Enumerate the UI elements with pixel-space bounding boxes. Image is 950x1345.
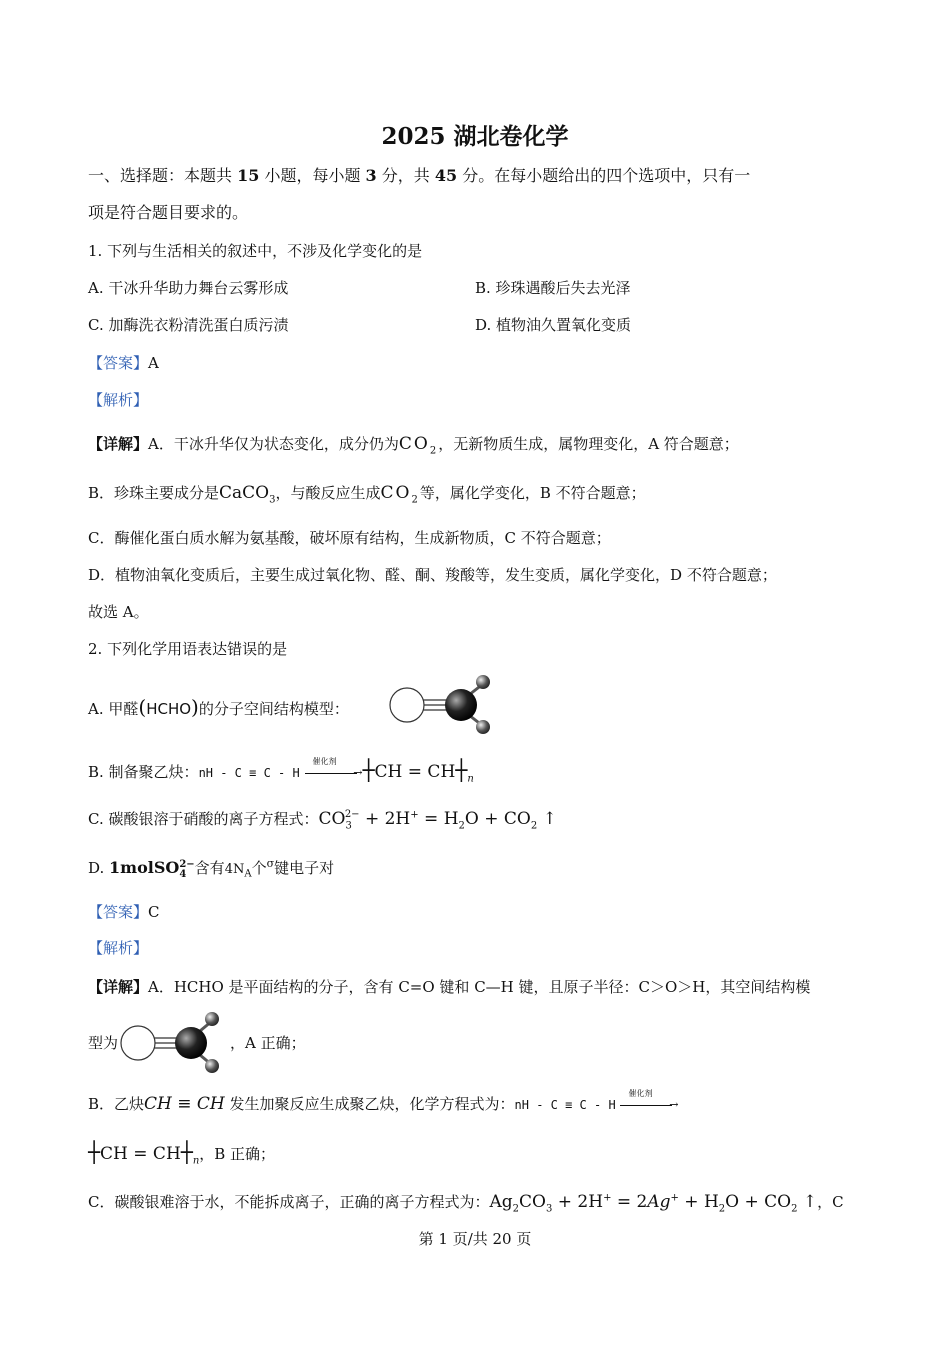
q2-analysis-label: 【解析】	[88, 939, 149, 957]
text: A．HCHO 是平面结构的分子，含有 C=O 键和 C—H 键，且原子半径：C＞O＞H，其空间结构模	[148, 978, 811, 996]
text: B．乙炔	[88, 1095, 145, 1113]
text: 的分子空间结构模型：	[198, 700, 349, 718]
acetylene-formula: CH ≡ CH	[144, 1094, 225, 1114]
text: A．干冰升华仅为状态变化，成分仍为	[148, 435, 399, 453]
q2-option-b	[88, 758, 474, 784]
text: ，无新物质生成，属物理变化，A 符合题意；	[438, 435, 739, 453]
formaldehyde-model-icon	[385, 668, 497, 740]
q2-detail-a-end: ，A 正确；	[230, 1034, 306, 1052]
catalyst-label: 催化剂	[312, 757, 337, 766]
text: A. 甲醛	[88, 700, 139, 718]
q2-detail-a-cont	[88, 1032, 118, 1053]
text: ，B 正确；	[199, 1145, 276, 1163]
q1-detail-d: D．植物油氧化变质后，主要生成过氧化物、醛、酮、羧酸等，发生变质，属化学变化，D 不符合题意；	[88, 566, 777, 584]
text: ，与酸反应生成	[275, 484, 381, 502]
q1-detail-b	[88, 482, 646, 505]
reaction-arrow-icon: 催化剂 →	[305, 766, 363, 780]
text: C．碳酸银难溶于水，不能拆成离子，正确的离子方程式为：	[88, 1193, 490, 1211]
text: 个	[251, 859, 267, 877]
q2-answer	[88, 901, 160, 922]
answer-value: A	[148, 354, 159, 372]
sigma-symbol: σ	[266, 857, 275, 870]
q1-analysis-label: 【解析】	[88, 391, 149, 409]
hcho-formula: HCHO	[146, 700, 192, 718]
q1-detail-c: C．酶催化蛋白质水解为氨基酸，破坏原有结构，生成新物质，C 不符合题意；	[88, 529, 611, 547]
text: 分。在每小题给出的四个选项中，只有一	[457, 166, 751, 185]
q2-option-c	[88, 808, 557, 831]
text: 小题，每小题	[259, 166, 366, 185]
q1-option-c: C. 加酶洗衣粉清洗蛋白质污渍	[88, 316, 289, 334]
q2-detail-a	[88, 976, 810, 997]
q1-option-d: D. 植物油久置氧化变质	[475, 316, 632, 334]
page-title: 2025 湖北卷化学	[381, 123, 569, 150]
text: B. 制备聚乙炔：	[88, 763, 199, 781]
q1-conclusion: 故选 A。	[88, 603, 149, 621]
text: 含有	[194, 859, 225, 877]
q2-stem: 2. 下列化学用语表达错误的是	[88, 640, 288, 658]
text: 键电子对	[274, 859, 335, 877]
polyacetylene-formula: ┼CH = $CH┼_n$	[362, 758, 474, 785]
text: D.	[88, 859, 105, 877]
answer-label: 【答案】	[88, 354, 149, 372]
text: 发生加聚反应生成聚乙炔，化学方程式为：	[224, 1095, 515, 1113]
reactant-formula: nH - C ≡ C - H	[198, 766, 300, 780]
q1-answer	[88, 352, 159, 373]
q2-option-a: A. 甲醛(HCHO)的分子空间结构模型：	[88, 695, 349, 719]
detail-label: 【详解】	[88, 978, 149, 996]
q2-detail-c	[88, 1191, 844, 1214]
text: 分，共	[376, 166, 435, 185]
na-formula: $4N_A$	[224, 862, 252, 880]
product-formula: CH = CH	[374, 762, 456, 782]
co2-formula: $CO_2$	[380, 483, 420, 506]
answer-value: C	[148, 903, 160, 921]
q2-detail-b	[88, 1089, 679, 1114]
q1-stem: 1. 下列与生活相关的叙述中，不涉及化学变化的是	[88, 242, 423, 260]
text: ，C	[817, 1193, 844, 1211]
q2-detail-b-cont	[88, 1140, 275, 1166]
text: 型为	[88, 1034, 119, 1052]
answer-label: 【答案】	[88, 903, 149, 921]
reactant-formula: nH - C ≡ C - H	[514, 1098, 616, 1112]
q1-option-a: A. 干冰升华助力舞台云雾形成	[88, 279, 289, 297]
text: 15	[237, 166, 260, 185]
ionic-equation: $CO_3^{2-} + 2H^+ = H_2O + CO_2$ ↑	[318, 809, 557, 832]
section-header-line2: 项是符合题目要求的。	[88, 203, 249, 222]
so4-formula: 1molSO$_4^{2-}$	[109, 858, 195, 881]
text: B．珍珠主要成分是	[88, 484, 220, 502]
text: 等，属化学变化，B 不符合题意；	[419, 484, 646, 502]
q2-option-d	[88, 857, 334, 880]
q1-detail-a	[88, 433, 739, 456]
co2-formula: $CO_2$	[398, 434, 439, 457]
ionic-equation: $Ag_2CO_3 + 2H^+ = 2Ag^+ + H_2O + CO_2$ ↑	[489, 1192, 818, 1215]
caco3-formula: CaCO$_3$	[219, 483, 276, 506]
text: 3	[365, 166, 377, 185]
page-footer: 第 1 页/共 20 页	[418, 1230, 532, 1248]
text: 45	[434, 166, 458, 185]
q1-option-b: B. 珍珠遇酸后失去光泽	[475, 279, 631, 297]
detail-label: 【详解】	[88, 435, 149, 453]
product-formula: CH = CH	[100, 1144, 181, 1164]
text: 一、选择题：本题共	[88, 166, 238, 185]
reaction-arrow-icon: 催化剂 →	[620, 1098, 678, 1112]
text: C. 碳酸银溶于硝酸的离子方程式：	[88, 810, 319, 828]
polyacetylene-formula: ┼CH = $CH┼_n$	[88, 1140, 200, 1167]
section-header-line1	[88, 163, 750, 186]
catalyst-label: 催化剂	[628, 1089, 653, 1098]
formaldehyde-model-icon	[118, 1006, 230, 1078]
